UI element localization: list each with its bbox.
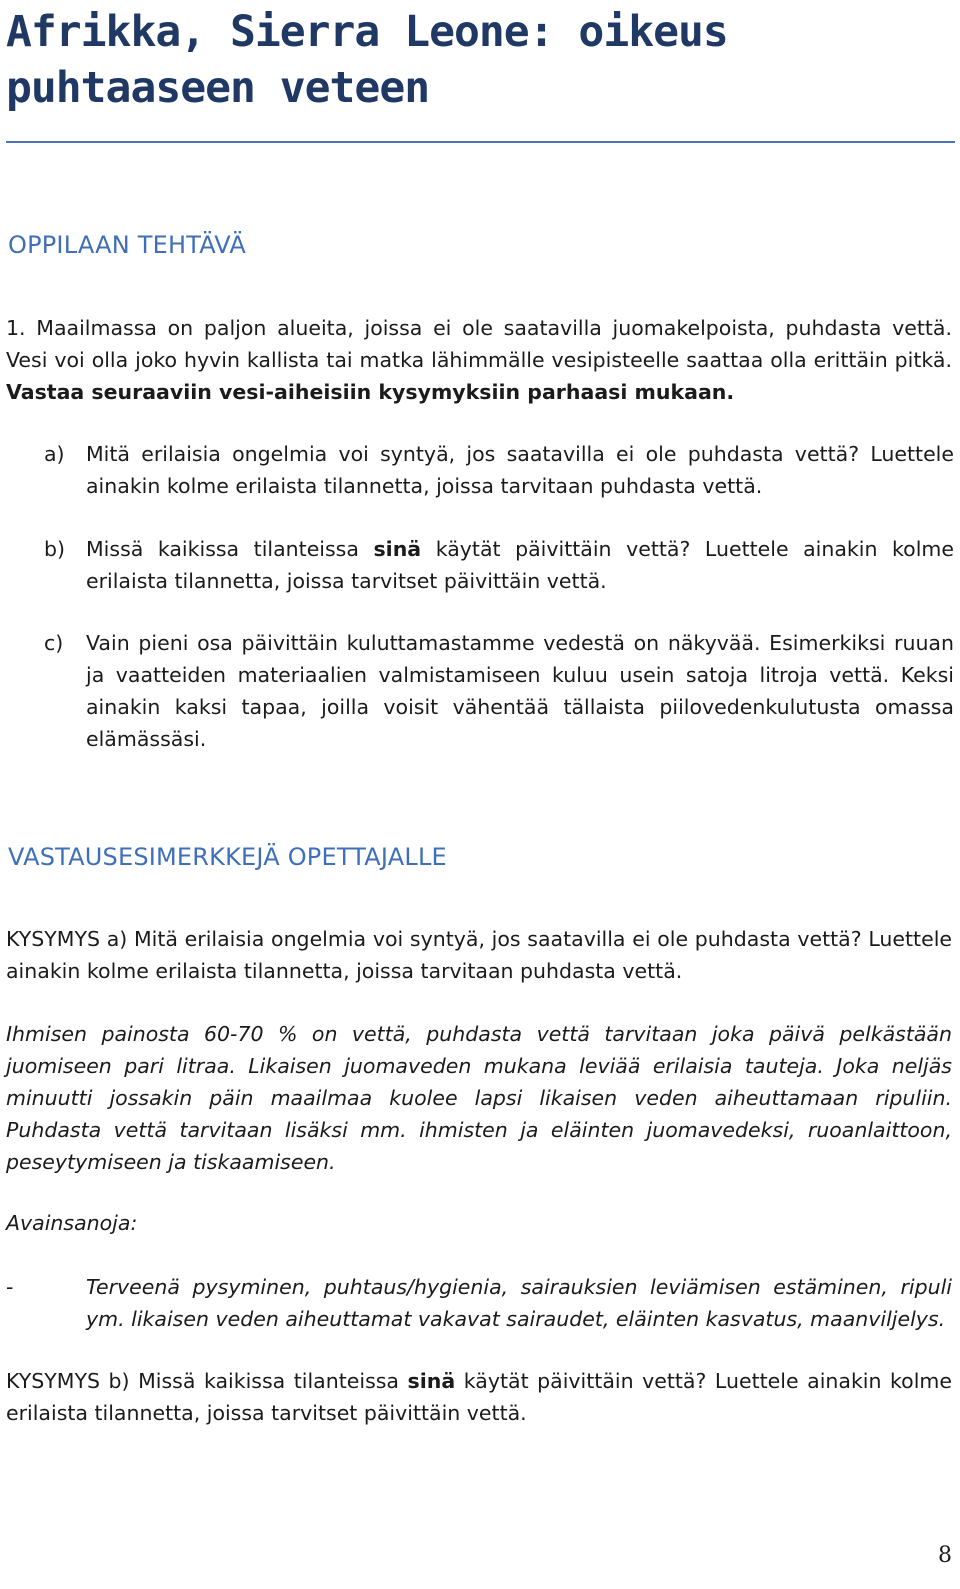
question-marker: b) xyxy=(44,537,66,561)
question-b xyxy=(44,533,954,597)
teacher-answers-heading: VASTAUSESIMERKKEJÄ OPETTAJALLE xyxy=(8,843,447,871)
question-a xyxy=(44,438,954,502)
question-text-part: KYSYMYS b) Missä kaikissa tilanteissa xyxy=(6,1369,408,1393)
list-dash: - xyxy=(6,1275,14,1299)
question-marker: a) xyxy=(44,442,65,466)
question-text-part: käytät päivittäin vettä? Luettele ainakin kolme erilaista tilannetta, joissa tarvitset päivittäin vettä. xyxy=(86,537,954,593)
keywords-label: Avainsanoja: xyxy=(6,1211,138,1235)
intro-text: 1. Maailmassa on paljon alueita, joissa ei ole saatavilla juomakelpoista, puhdasta vettä. Vesi voi olla joko hyvin kallista tai matka lähimmälle vesipisteelle saattaa olla erittäin pitkä. xyxy=(6,316,952,372)
intro-instruction: Vastaa seuraaviin vesi-aiheisiin kysymyksiin parhaasi mukaan. xyxy=(6,380,735,404)
page-number: 8 xyxy=(938,1543,952,1568)
question-text xyxy=(86,533,954,597)
student-task-heading: OPPILAAN TEHTÄVÄ xyxy=(8,231,246,259)
question-text-part: käytät päivittäin vettä? Luettele ainakin kolme erilaista tilannetta, joissa tarvitset päivittäin vettä. xyxy=(6,1369,953,1425)
teacher-answer-a: Ihmisen painosta 60-70 % on vettä, puhdasta vettä tarvitaan joka päivä pelkästään juomiseen pari litraa. Likaisen juomaveden mukana leviää erilaisia tauteja. Joka neljäs minuutti jossakin päin maailmaa kuolee lapsi likaisen veden aiheuttamaan ripuliin. Puhdasta vettä tarvitaan lisäksi mm. ihmisten ja eläinten juomavedeksi, ruoanlaittoon, peseytymiseen ja tiskaamiseen. xyxy=(6,1022,952,1174)
keyword-text: Terveenä pysyminen, puhtaus/hygienia, sairauksien leviämisen estäminen, ripuli ym. likaisen veden aiheuttamat vakavat sairaudet, eläinten kasvatus, maanviljelys. xyxy=(86,1275,952,1331)
question-text-part: Missä kaikissa tilanteissa xyxy=(86,537,374,561)
title-divider xyxy=(6,141,955,143)
question-text-part: Mitä erilaisia ongelmia voi syntyä, jos saatavilla ei ole puhdasta vettä? Luettele ainakin kolme erilaista tilannetta, joissa tarvitaan puhdasta vettä. xyxy=(86,442,954,498)
teacher-question-a: KYSYMYS a) Mitä erilaisia ongelmia voi syntyä, jos saatavilla ei ole puhdasta vettä? Luettele ainakin kolme erilaista tilannetta, joissa tarvitaan puhdasta vettä. xyxy=(6,927,952,983)
question-c xyxy=(44,627,954,755)
document-title: Afrikka, Sierra Leone: oikeus puhtaaseen veteen xyxy=(6,7,728,113)
question-marker: c) xyxy=(44,631,64,655)
teacher-question-b xyxy=(6,1365,952,1429)
question-emphasis: sinä xyxy=(407,1369,456,1393)
question-text xyxy=(86,627,954,755)
keyword-list-item xyxy=(6,1271,952,1335)
question-emphasis: sinä xyxy=(373,537,422,561)
student-task-intro xyxy=(6,312,952,408)
question-text-part: Vain pieni osa päivittäin kuluttamastamme vedestä on näkyvää. Esimerkiksi ruuan ja vaatteiden materiaalien valmistamiseen kuluu usein satoja litroja vettä. Keksi ainakin kaksi tapaa, joilla voisit vähentää tällaista piilovedenkulutusta omassa elämässäsi. xyxy=(86,631,954,751)
question-text xyxy=(86,438,954,502)
